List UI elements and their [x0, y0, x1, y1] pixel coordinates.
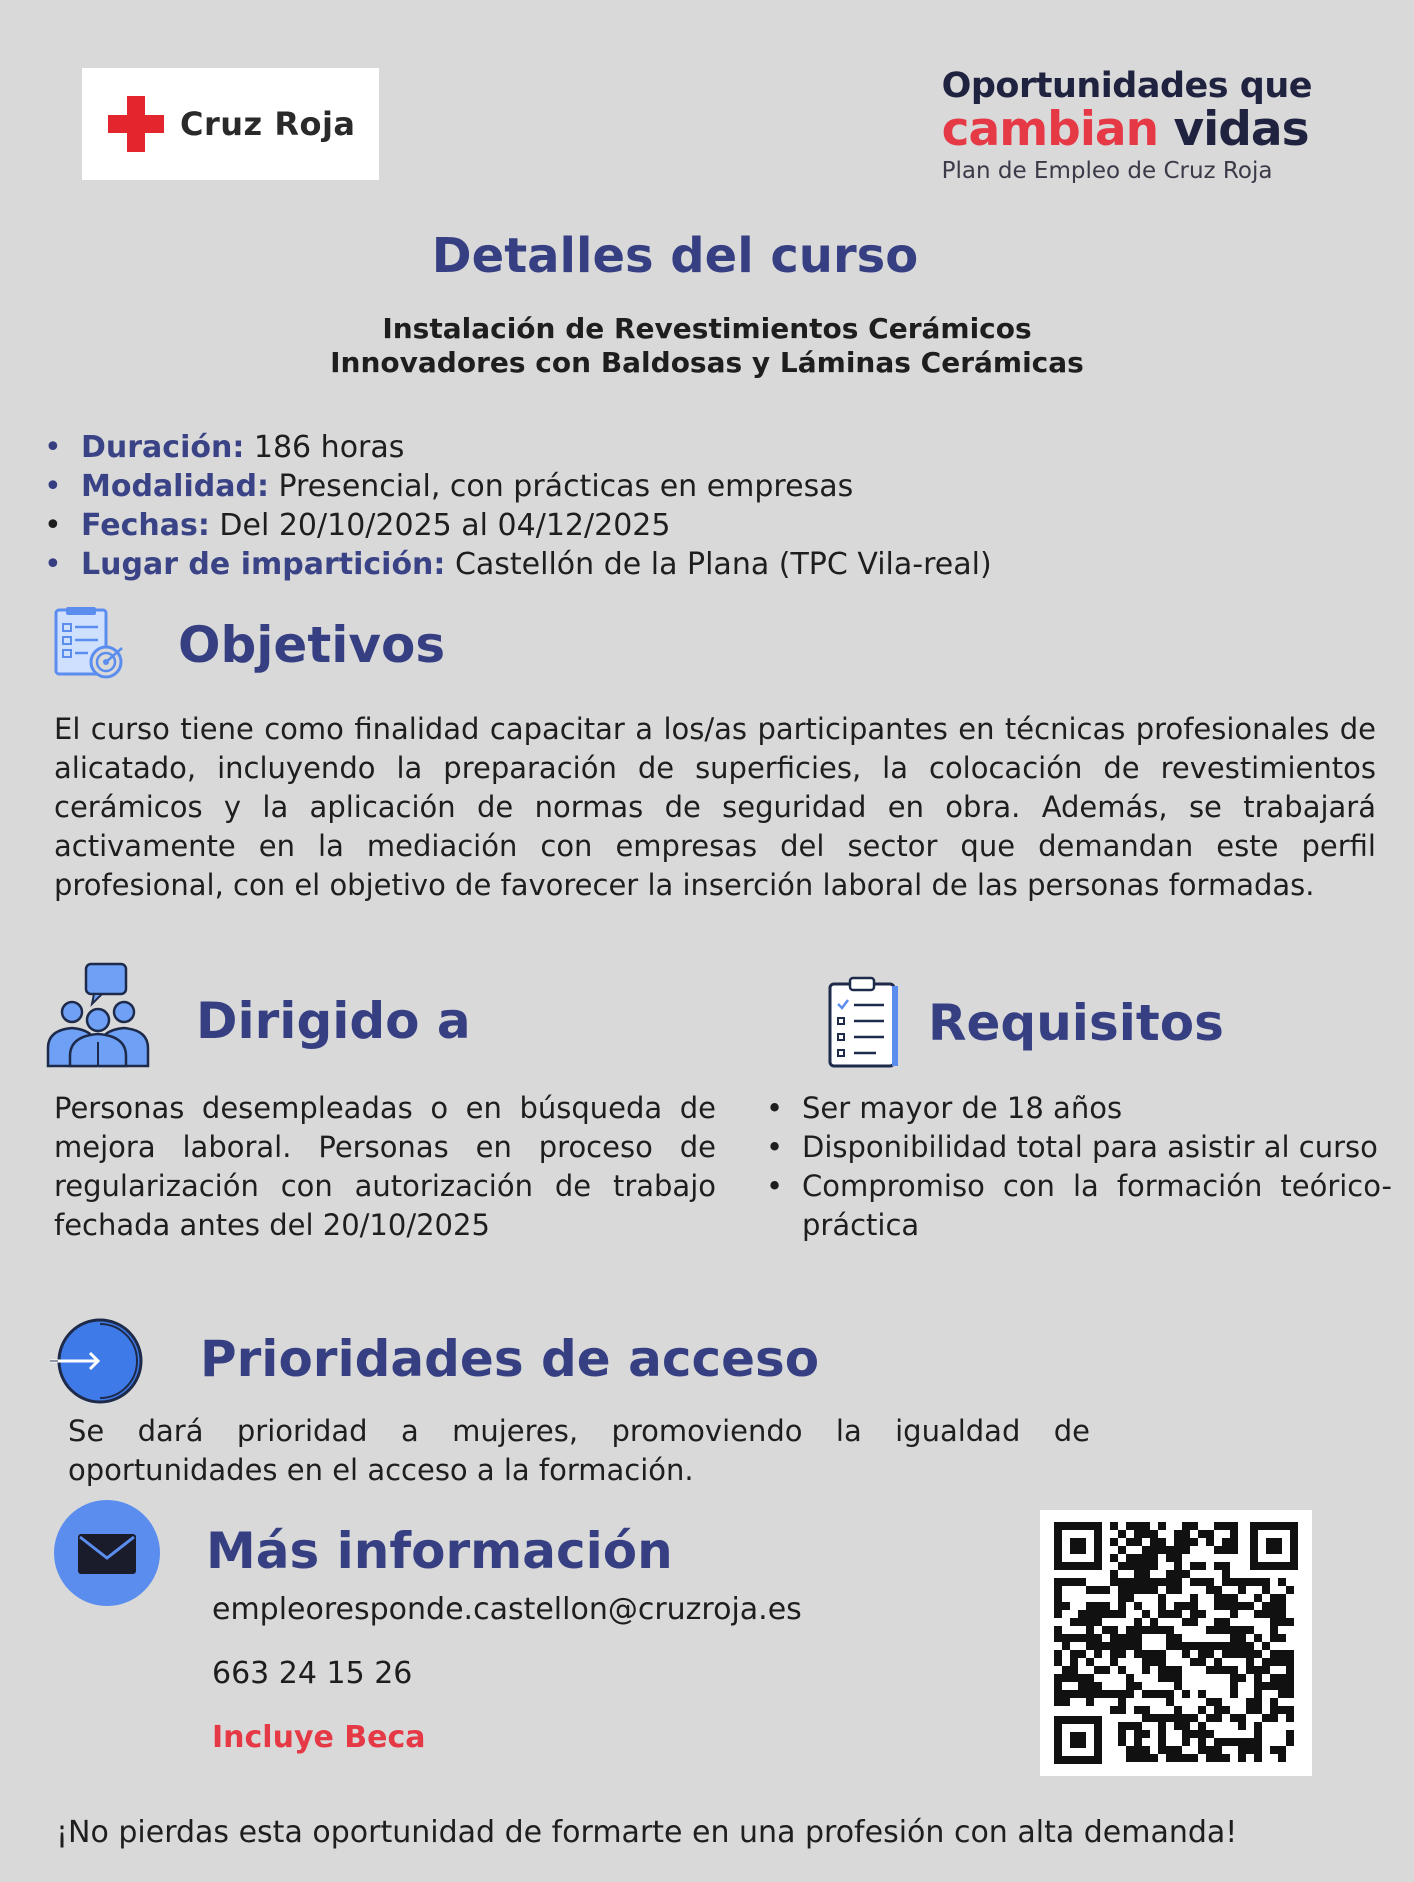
detail-duracion: [40, 428, 992, 467]
footer-message: ¡No pierdas esta oportunidad de formarte en una profesión con alta demanda!: [56, 1815, 1238, 1850]
requisitos-list: [762, 1089, 1392, 1245]
course-details-list: [40, 428, 992, 584]
objetivos-title: Objetivos: [178, 616, 446, 674]
arrow-circle-icon: [48, 1316, 148, 1406]
page-title: Detalles del curso: [431, 228, 919, 284]
slogan: [942, 66, 1312, 184]
slogan-line2: [941, 102, 1312, 157]
detail-key: Lugar de impartición:: [81, 547, 446, 582]
clipboard-list-icon: [826, 976, 904, 1070]
requisito-item: • Ser mayor de 18 años: [762, 1089, 1392, 1128]
slogan-subtitle: Plan de Empleo de Cruz Roja: [941, 158, 1273, 184]
detail-value: 186 horas: [244, 430, 405, 465]
people-chat-icon: [44, 962, 152, 1070]
detail-key: Duración:: [81, 430, 245, 465]
dirigido-text: Personas desempleadas o en búsqueda de mejora laboral. Personas en proceso de regularización con autorización de trabajo fechada antes del 20/10/2025: [54, 1091, 716, 1242]
objetivos-text: El curso tiene como finalidad capacitar a los/as participantes en técnicas profesionales de alicatado, incluyendo la preparación de superficies, la colocación de revestimientos cerámicos y la aplicación de normas de seguridad en obra. Además, se trabajará activamente en la mediación con empresas del sector que demandan este perfil profesional, con el objetivo de favorecer la inserción laboral de las personas formadas.: [54, 712, 1376, 902]
envelope-icon: [54, 1500, 160, 1606]
slogan-line1: Oportunidades que: [941, 66, 1312, 106]
info-phone[interactable]: 663 24 15 26: [212, 1656, 413, 1691]
info-email[interactable]: empleoresponde.castellon@cruzroja.es: [212, 1592, 802, 1627]
slogan-dark-word: vidas: [1173, 102, 1309, 157]
prioridades-text: [68, 1412, 1090, 1490]
requisito-item: • Disponibilidad total para asistir al curso: [762, 1128, 1392, 1167]
detail-key: Modalidad:: [81, 469, 269, 504]
slogan-red-word: cambian: [941, 102, 1159, 157]
detail-value: Presencial, con prácticas en empresas: [268, 469, 854, 504]
requisitos-title: Requisitos: [928, 994, 1224, 1052]
course-subtitle-line2: Innovadores con Baldosas y Láminas Cerámicas: [330, 346, 1084, 379]
prioridades-line2: oportunidades en el acceso a la formación.: [68, 1453, 694, 1487]
checklist-target-icon: [52, 606, 128, 682]
logo-text: Cruz Roja: [180, 105, 356, 143]
detail-lugar: [40, 545, 992, 584]
prioridades-line1: Se dará prioridad a mujeres, promoviendo la igualdad de: [68, 1414, 1090, 1448]
detail-value: Del 20/10/2025 al 04/12/2025: [209, 508, 671, 543]
cruz-roja-logo: [82, 68, 379, 180]
detail-value: Castellón de la Plana (TPC Vila-real): [445, 547, 992, 582]
detail-key: Fechas:: [81, 508, 210, 543]
prioridades-title: Prioridades de acceso: [200, 1330, 820, 1388]
dirigido-title: Dirigido a: [196, 992, 471, 1050]
detail-fechas: [40, 506, 992, 545]
info-title: Más información: [206, 1522, 673, 1580]
red-cross-icon: [108, 96, 164, 152]
detail-modalidad: [40, 467, 992, 506]
course-subtitle-line1: Instalación de Revestimientos Cerámicos: [382, 312, 1032, 345]
info-beca: Incluye Beca: [212, 1720, 426, 1755]
course-subtitle: [0, 312, 1414, 380]
requisito-item: • Compromiso con la formación teórico-práctica: [762, 1167, 1392, 1245]
qr-code[interactable]: [1040, 1510, 1312, 1776]
